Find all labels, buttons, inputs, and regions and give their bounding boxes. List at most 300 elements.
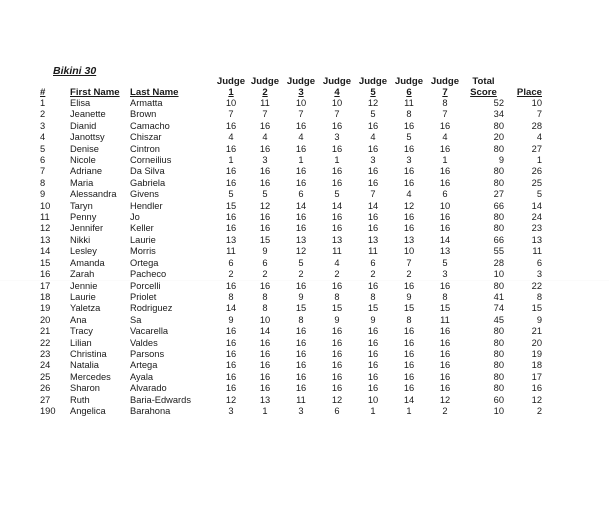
judge-7-score-cell: 16 — [439, 371, 451, 382]
last-name-cell: Barahona — [130, 405, 171, 416]
total-score-cell: 27 — [493, 189, 504, 200]
judge-2-score-cell: 16 — [259, 212, 271, 223]
judge-2-score-cell: 2 — [262, 269, 268, 280]
total-score-cell: 10 — [493, 269, 504, 280]
judge-7-score-cell: 6 — [442, 189, 448, 200]
judge-4-score-cell: 16 — [331, 326, 343, 337]
judge-3-score-cell: 16 — [295, 120, 307, 131]
last-name-cell: Chiszar — [130, 132, 162, 143]
judge-5-score-cell: 16 — [367, 223, 379, 234]
judge-4-score-cell: 15 — [331, 303, 343, 314]
table-header — [40, 76, 542, 98]
judge-1-score-cell: 16 — [225, 337, 237, 348]
table-row — [40, 223, 542, 234]
judge-3-score-cell: 13 — [295, 234, 307, 245]
place-cell: 7 — [536, 109, 542, 120]
row-number: 13 — [40, 234, 51, 245]
judge-3-score-cell: 4 — [298, 132, 304, 143]
last-name-cell: Jo — [130, 212, 140, 223]
place-cell: 18 — [531, 360, 542, 371]
judge-2-score-cell: 4 — [262, 132, 268, 143]
last-name-cell: Ortega — [130, 257, 159, 268]
judge-5-score-cell: 5 — [370, 109, 376, 120]
judge-2-score-cell: 5 — [262, 189, 268, 200]
last-name-cell: Porcelli — [130, 280, 161, 291]
place-cell: 27 — [531, 143, 542, 154]
judge-4-score-cell: 11 — [332, 246, 342, 257]
judge-3-score-cell: 11 — [296, 394, 306, 405]
judge-1-score-cell: 16 — [225, 371, 237, 382]
table-row — [40, 315, 542, 326]
judge-1-score-cell: 16 — [225, 360, 237, 371]
judge-5-score-cell: 7 — [370, 189, 376, 200]
row-number: 8 — [40, 177, 46, 188]
judge-3-score-cell: 10 — [295, 98, 307, 108]
table-row — [40, 144, 542, 155]
row-number: 2 — [40, 109, 46, 120]
place-cell: 10 — [531, 98, 542, 108]
table-row — [40, 383, 542, 394]
row-number: 24 — [40, 360, 51, 371]
first-name-cell: Jeanette — [70, 109, 106, 120]
total-score-cell: 80 — [493, 212, 504, 223]
judge-5-score-cell: 4 — [370, 132, 376, 143]
place-cell: 2 — [536, 405, 542, 416]
row-number: 14 — [40, 246, 51, 257]
judge-2-score-cell: 16 — [259, 280, 271, 291]
judge-1-score-cell: 16 — [225, 143, 237, 154]
judge-1-score-cell: 15 — [225, 200, 237, 211]
judge-6-score-cell: 1 — [406, 405, 412, 416]
judge-2-score-cell: 8 — [262, 291, 268, 302]
judge-5-score-cell: 9 — [370, 314, 376, 325]
judge-6-score-cell: 16 — [403, 143, 415, 154]
last-name-cell: Armatta — [130, 98, 163, 108]
table-row — [40, 109, 542, 120]
judge-5-score-cell: 14 — [367, 200, 379, 211]
judge-5-score-cell: 16 — [367, 143, 379, 154]
judge-7-score-cell: 16 — [439, 337, 451, 348]
place-cell: 17 — [531, 371, 542, 382]
total-score-cell: 80 — [493, 371, 504, 382]
judge-1-score-cell: 16 — [225, 177, 237, 188]
judge-6-score-cell: 16 — [403, 371, 415, 382]
judge-4-score-cell: 16 — [331, 212, 343, 223]
total-score-cell: 41 — [493, 291, 504, 302]
last-name-cell: Pacheco — [130, 269, 167, 280]
judge-2-score-cell: 16 — [259, 371, 271, 382]
table-row — [40, 303, 542, 314]
first-name-cell: Tracy — [70, 326, 93, 337]
first-name-cell: Natalia — [70, 360, 99, 371]
row-number: 7 — [40, 166, 46, 177]
judge-6-score-cell: 16 — [403, 212, 415, 223]
judge-6-score-cell: 9 — [406, 291, 412, 302]
row-number: 4 — [40, 132, 46, 143]
judge-7-score-cell: 14 — [439, 234, 451, 245]
judge-1-score-cell: 6 — [228, 257, 234, 268]
judge-2-score-cell: 12 — [259, 200, 271, 211]
row-number: 18 — [40, 291, 51, 302]
judge-7-score-cell: 1 — [442, 155, 448, 166]
table-row — [40, 281, 542, 292]
judge-6-score-cell: 11 — [404, 98, 414, 108]
judge-2-score-cell: 6 — [262, 257, 268, 268]
judge-2-score-cell: 16 — [259, 166, 271, 177]
total-score-cell: 80 — [493, 143, 504, 154]
judge-6-score-cell: 2 — [406, 269, 412, 280]
header-judge-5: Judge 5 — [358, 76, 388, 98]
last-name-cell: Da Silva — [130, 166, 165, 177]
table-row — [40, 349, 542, 360]
judge-5-score-cell: 3 — [370, 155, 376, 166]
judge-1-score-cell: 16 — [225, 166, 237, 177]
judge-4-score-cell: 7 — [334, 109, 340, 120]
judge-5-score-cell: 16 — [367, 383, 379, 394]
first-name-cell: Taryn — [70, 200, 93, 211]
row-number: 25 — [40, 371, 51, 382]
first-name-cell: Ana — [70, 314, 87, 325]
total-score-cell: 80 — [493, 280, 504, 291]
last-name-cell: Priolet — [130, 291, 157, 302]
total-score-cell: 74 — [493, 303, 504, 314]
judge-3-score-cell: 9 — [298, 291, 304, 302]
judge-6-score-cell: 13 — [403, 234, 415, 245]
total-score-cell: 52 — [493, 98, 504, 108]
table-row — [40, 360, 542, 371]
judge-5-score-cell: 16 — [367, 120, 379, 131]
row-number: 26 — [40, 383, 51, 394]
total-score-cell: 80 — [493, 326, 504, 337]
header-judge-3: Judge 3 — [286, 76, 316, 98]
header-place: Place — [516, 87, 542, 98]
judge-7-score-cell: 3 — [442, 269, 448, 280]
judge-1-score-cell: 12 — [225, 394, 237, 405]
table-row — [40, 246, 542, 257]
judge-2-score-cell: 16 — [259, 348, 271, 359]
last-name-cell: Corneilius — [130, 155, 172, 166]
judge-5-score-cell: 1 — [370, 405, 376, 416]
judge-3-score-cell: 8 — [298, 314, 304, 325]
place-cell: 25 — [531, 177, 542, 188]
row-number: 16 — [40, 269, 51, 280]
judge-3-score-cell: 16 — [295, 212, 307, 223]
place-cell: 1 — [536, 155, 542, 166]
judge-7-score-cell: 16 — [439, 360, 451, 371]
total-score-cell: 80 — [493, 348, 504, 359]
judge-2-score-cell: 16 — [259, 143, 271, 154]
total-score-cell: 20 — [493, 132, 504, 143]
total-score-cell: 66 — [493, 234, 504, 245]
last-name-cell: Ayala — [130, 371, 154, 382]
judge-3-score-cell: 16 — [295, 166, 307, 177]
judge-5-score-cell: 16 — [367, 348, 379, 359]
header-judge-7: Judge 7 — [430, 76, 460, 98]
judge-6-score-cell: 16 — [403, 177, 415, 188]
place-cell: 24 — [531, 212, 542, 223]
table-row — [40, 121, 542, 132]
table-row — [40, 269, 542, 280]
judge-7-score-cell: 16 — [439, 166, 451, 177]
judge-7-score-cell: 7 — [442, 109, 448, 120]
judge-3-score-cell: 16 — [295, 326, 307, 337]
row-number: 21 — [40, 326, 51, 337]
place-cell: 14 — [531, 200, 542, 211]
judge-3-score-cell: 1 — [298, 155, 304, 166]
last-name-cell: Rodriguez — [130, 303, 173, 314]
total-score-cell: 60 — [493, 394, 504, 405]
place-cell: 8 — [536, 291, 542, 302]
judge-4-score-cell: 16 — [331, 223, 343, 234]
judge-1-score-cell: 16 — [225, 280, 237, 291]
table-body — [40, 98, 542, 417]
judge-3-score-cell: 16 — [295, 383, 307, 394]
total-score-cell: 80 — [493, 166, 504, 177]
judge-4-score-cell: 16 — [331, 371, 343, 382]
judge-1-score-cell: 14 — [225, 303, 237, 314]
place-cell: 23 — [531, 223, 542, 234]
place-cell: 22 — [531, 280, 542, 291]
first-name-cell: Nikki — [70, 234, 91, 245]
total-score-cell: 10 — [493, 405, 504, 416]
judge-3-score-cell: 16 — [295, 360, 307, 371]
first-name-cell: Adriane — [70, 166, 103, 177]
judge-4-score-cell: 9 — [334, 314, 340, 325]
table-row — [40, 98, 542, 109]
last-name-cell: Valdes — [130, 337, 158, 348]
judge-4-score-cell: 6 — [334, 405, 340, 416]
judge-3-score-cell: 16 — [295, 371, 307, 382]
paper-fold-shadow — [0, 280, 609, 281]
judge-5-score-cell: 16 — [367, 166, 379, 177]
total-score-cell: 55 — [493, 246, 504, 257]
judge-4-score-cell: 16 — [331, 166, 343, 177]
judge-3-score-cell: 16 — [295, 223, 307, 234]
table-row — [40, 201, 542, 212]
judge-7-score-cell: 16 — [439, 212, 451, 223]
judge-6-score-cell: 16 — [403, 360, 415, 371]
judge-4-score-cell: 16 — [331, 280, 343, 291]
judge-4-score-cell: 12 — [331, 394, 343, 405]
last-name-cell: Gabriela — [130, 177, 166, 188]
row-number: 11 — [40, 212, 50, 223]
judge-7-score-cell: 16 — [439, 348, 451, 359]
judge-1-score-cell: 16 — [225, 223, 237, 234]
judge-5-score-cell: 16 — [367, 212, 379, 223]
judge-4-score-cell: 13 — [331, 234, 343, 245]
last-name-cell: Parsons — [130, 348, 165, 359]
judge-5-score-cell: 16 — [367, 360, 379, 371]
judge-7-score-cell: 16 — [439, 120, 451, 131]
first-name-cell: Amanda — [70, 257, 105, 268]
judge-5-score-cell: 13 — [367, 234, 379, 245]
row-number: 17 — [40, 280, 51, 291]
judge-1-score-cell: 9 — [228, 314, 234, 325]
judge-6-score-cell: 3 — [406, 155, 412, 166]
row-number: 19 — [40, 303, 51, 314]
row-number: 5 — [40, 143, 46, 154]
judge-2-score-cell: 9 — [262, 246, 268, 257]
place-cell: 15 — [531, 303, 542, 314]
judge-1-score-cell: 8 — [228, 291, 234, 302]
judge-4-score-cell: 16 — [331, 348, 343, 359]
judge-7-score-cell: 16 — [439, 177, 451, 188]
total-score-cell: 34 — [493, 109, 504, 120]
total-score-cell: 66 — [493, 200, 504, 211]
judge-1-score-cell: 16 — [225, 348, 237, 359]
judge-4-score-cell: 2 — [334, 269, 340, 280]
judge-4-score-cell: 16 — [331, 143, 343, 154]
place-cell: 5 — [536, 189, 542, 200]
judge-4-score-cell: 16 — [331, 383, 343, 394]
judge-2-score-cell: 16 — [259, 383, 271, 394]
place-cell: 12 — [531, 394, 542, 405]
total-score-cell: 80 — [493, 223, 504, 234]
table-row — [40, 132, 542, 143]
last-name-cell: Vacarella — [130, 326, 169, 337]
judge-7-score-cell: 16 — [439, 143, 451, 154]
place-cell: 13 — [531, 234, 542, 245]
last-name-cell: Laurie — [130, 234, 156, 245]
place-cell: 6 — [536, 257, 542, 268]
place-cell: 19 — [531, 348, 542, 359]
first-name-cell: Janottsy — [70, 132, 105, 143]
judge-6-score-cell: 15 — [403, 303, 415, 314]
judge-5-score-cell: 2 — [370, 269, 376, 280]
judge-3-score-cell: 16 — [295, 280, 307, 291]
header-judge-1: Judge 1 — [216, 76, 246, 98]
first-name-cell: Christina — [70, 348, 107, 359]
judge-1-score-cell: 16 — [225, 212, 237, 223]
header-row — [40, 76, 542, 98]
judge-3-score-cell: 2 — [298, 269, 304, 280]
header-last-name: Last Name — [130, 87, 179, 98]
row-number: 1 — [40, 98, 46, 108]
last-name-cell: Camacho — [130, 120, 170, 131]
judge-3-score-cell: 5 — [298, 257, 304, 268]
judge-2-score-cell: 13 — [259, 394, 271, 405]
judge-1-score-cell: 10 — [225, 98, 237, 108]
table-row — [40, 406, 542, 417]
last-name-cell: Baria-Edwards — [130, 394, 191, 405]
judge-4-score-cell: 5 — [334, 189, 340, 200]
judge-1-score-cell: 4 — [228, 132, 234, 143]
header-num: # — [40, 87, 46, 98]
table-row — [40, 166, 542, 177]
table-row — [40, 235, 542, 246]
last-name-cell: Givens — [130, 189, 159, 200]
judge-2-score-cell: 8 — [262, 303, 268, 314]
first-name-cell: Nicole — [70, 155, 96, 166]
table-row — [40, 326, 542, 337]
total-score-cell: 80 — [493, 120, 504, 131]
table-row — [40, 258, 542, 269]
judge-7-score-cell: 11 — [440, 314, 450, 325]
judge-6-score-cell: 16 — [403, 280, 415, 291]
judge-5-score-cell: 16 — [367, 280, 379, 291]
total-score-cell: 80 — [493, 360, 504, 371]
judge-6-score-cell: 4 — [406, 189, 412, 200]
judge-1-score-cell: 16 — [225, 326, 237, 337]
judge-4-score-cell: 16 — [331, 337, 343, 348]
judge-6-score-cell: 16 — [403, 383, 415, 394]
judge-4-score-cell: 16 — [331, 120, 343, 131]
judge-1-score-cell: 3 — [228, 405, 234, 416]
first-name-cell: Lilian — [70, 337, 92, 348]
place-cell: 28 — [531, 120, 542, 131]
header-judge-4: Judge 4 — [322, 76, 352, 98]
judge-1-score-cell: 13 — [225, 234, 237, 245]
judge-3-score-cell: 14 — [295, 200, 307, 211]
judge-2-score-cell: 16 — [259, 360, 271, 371]
table-row — [40, 155, 542, 166]
judge-4-score-cell: 14 — [331, 200, 343, 211]
place-cell: 21 — [531, 326, 542, 337]
place-cell: 20 — [531, 337, 542, 348]
row-number: 20 — [40, 314, 51, 325]
judge-4-score-cell: 16 — [331, 177, 343, 188]
last-name-cell: Sa — [130, 314, 142, 325]
judge-5-score-cell: 15 — [367, 303, 379, 314]
judge-5-score-cell: 10 — [367, 394, 379, 405]
judge-6-score-cell: 16 — [403, 326, 415, 337]
first-name-cell: Alessandra — [70, 189, 117, 200]
first-name-cell: Jennifer — [70, 223, 104, 234]
judge-1-score-cell: 7 — [228, 109, 234, 120]
first-name-cell: Jennie — [70, 280, 98, 291]
judge-2-score-cell: 16 — [259, 223, 271, 234]
header-judge-6: Judge 6 — [394, 76, 424, 98]
table-row — [40, 212, 542, 223]
judge-3-score-cell: 3 — [298, 405, 304, 416]
judge-3-score-cell: 6 — [298, 189, 304, 200]
row-number: 3 — [40, 120, 46, 131]
judge-7-score-cell: 10 — [439, 200, 451, 211]
judge-4-score-cell: 16 — [331, 360, 343, 371]
results-table — [40, 76, 542, 417]
judge-2-score-cell: 16 — [259, 177, 271, 188]
judge-3-score-cell: 16 — [295, 337, 307, 348]
judge-5-score-cell: 16 — [367, 326, 379, 337]
judge-1-score-cell: 16 — [225, 120, 237, 131]
judge-6-score-cell: 5 — [406, 132, 412, 143]
judge-5-score-cell: 11 — [368, 246, 378, 257]
judge-7-score-cell: 4 — [442, 132, 448, 143]
first-name-cell: Denise — [70, 143, 99, 154]
first-name-cell: Dianid — [70, 120, 97, 131]
judge-6-score-cell: 7 — [406, 257, 412, 268]
sheet-title: Bikini 30 — [53, 65, 97, 77]
judge-7-score-cell: 16 — [439, 326, 451, 337]
judge-5-score-cell: 12 — [367, 98, 379, 108]
header-total-score: Total Score — [470, 76, 497, 98]
table-row — [40, 292, 542, 303]
judge-6-score-cell: 16 — [403, 337, 415, 348]
judge-7-score-cell: 16 — [439, 223, 451, 234]
judge-5-score-cell: 8 — [370, 291, 376, 302]
judge-4-score-cell: 8 — [334, 291, 340, 302]
last-name-cell: Alvarado — [130, 383, 167, 394]
total-score-cell: 28 — [493, 257, 504, 268]
judge-6-score-cell: 16 — [403, 348, 415, 359]
judge-1-score-cell: 1 — [228, 155, 234, 166]
judge-3-score-cell: 16 — [295, 348, 307, 359]
row-number: 12 — [40, 223, 51, 234]
table-row — [40, 189, 542, 200]
judge-3-score-cell: 12 — [295, 246, 307, 257]
judge-1-score-cell: 2 — [228, 269, 234, 280]
first-name-cell: Penny — [70, 212, 97, 223]
